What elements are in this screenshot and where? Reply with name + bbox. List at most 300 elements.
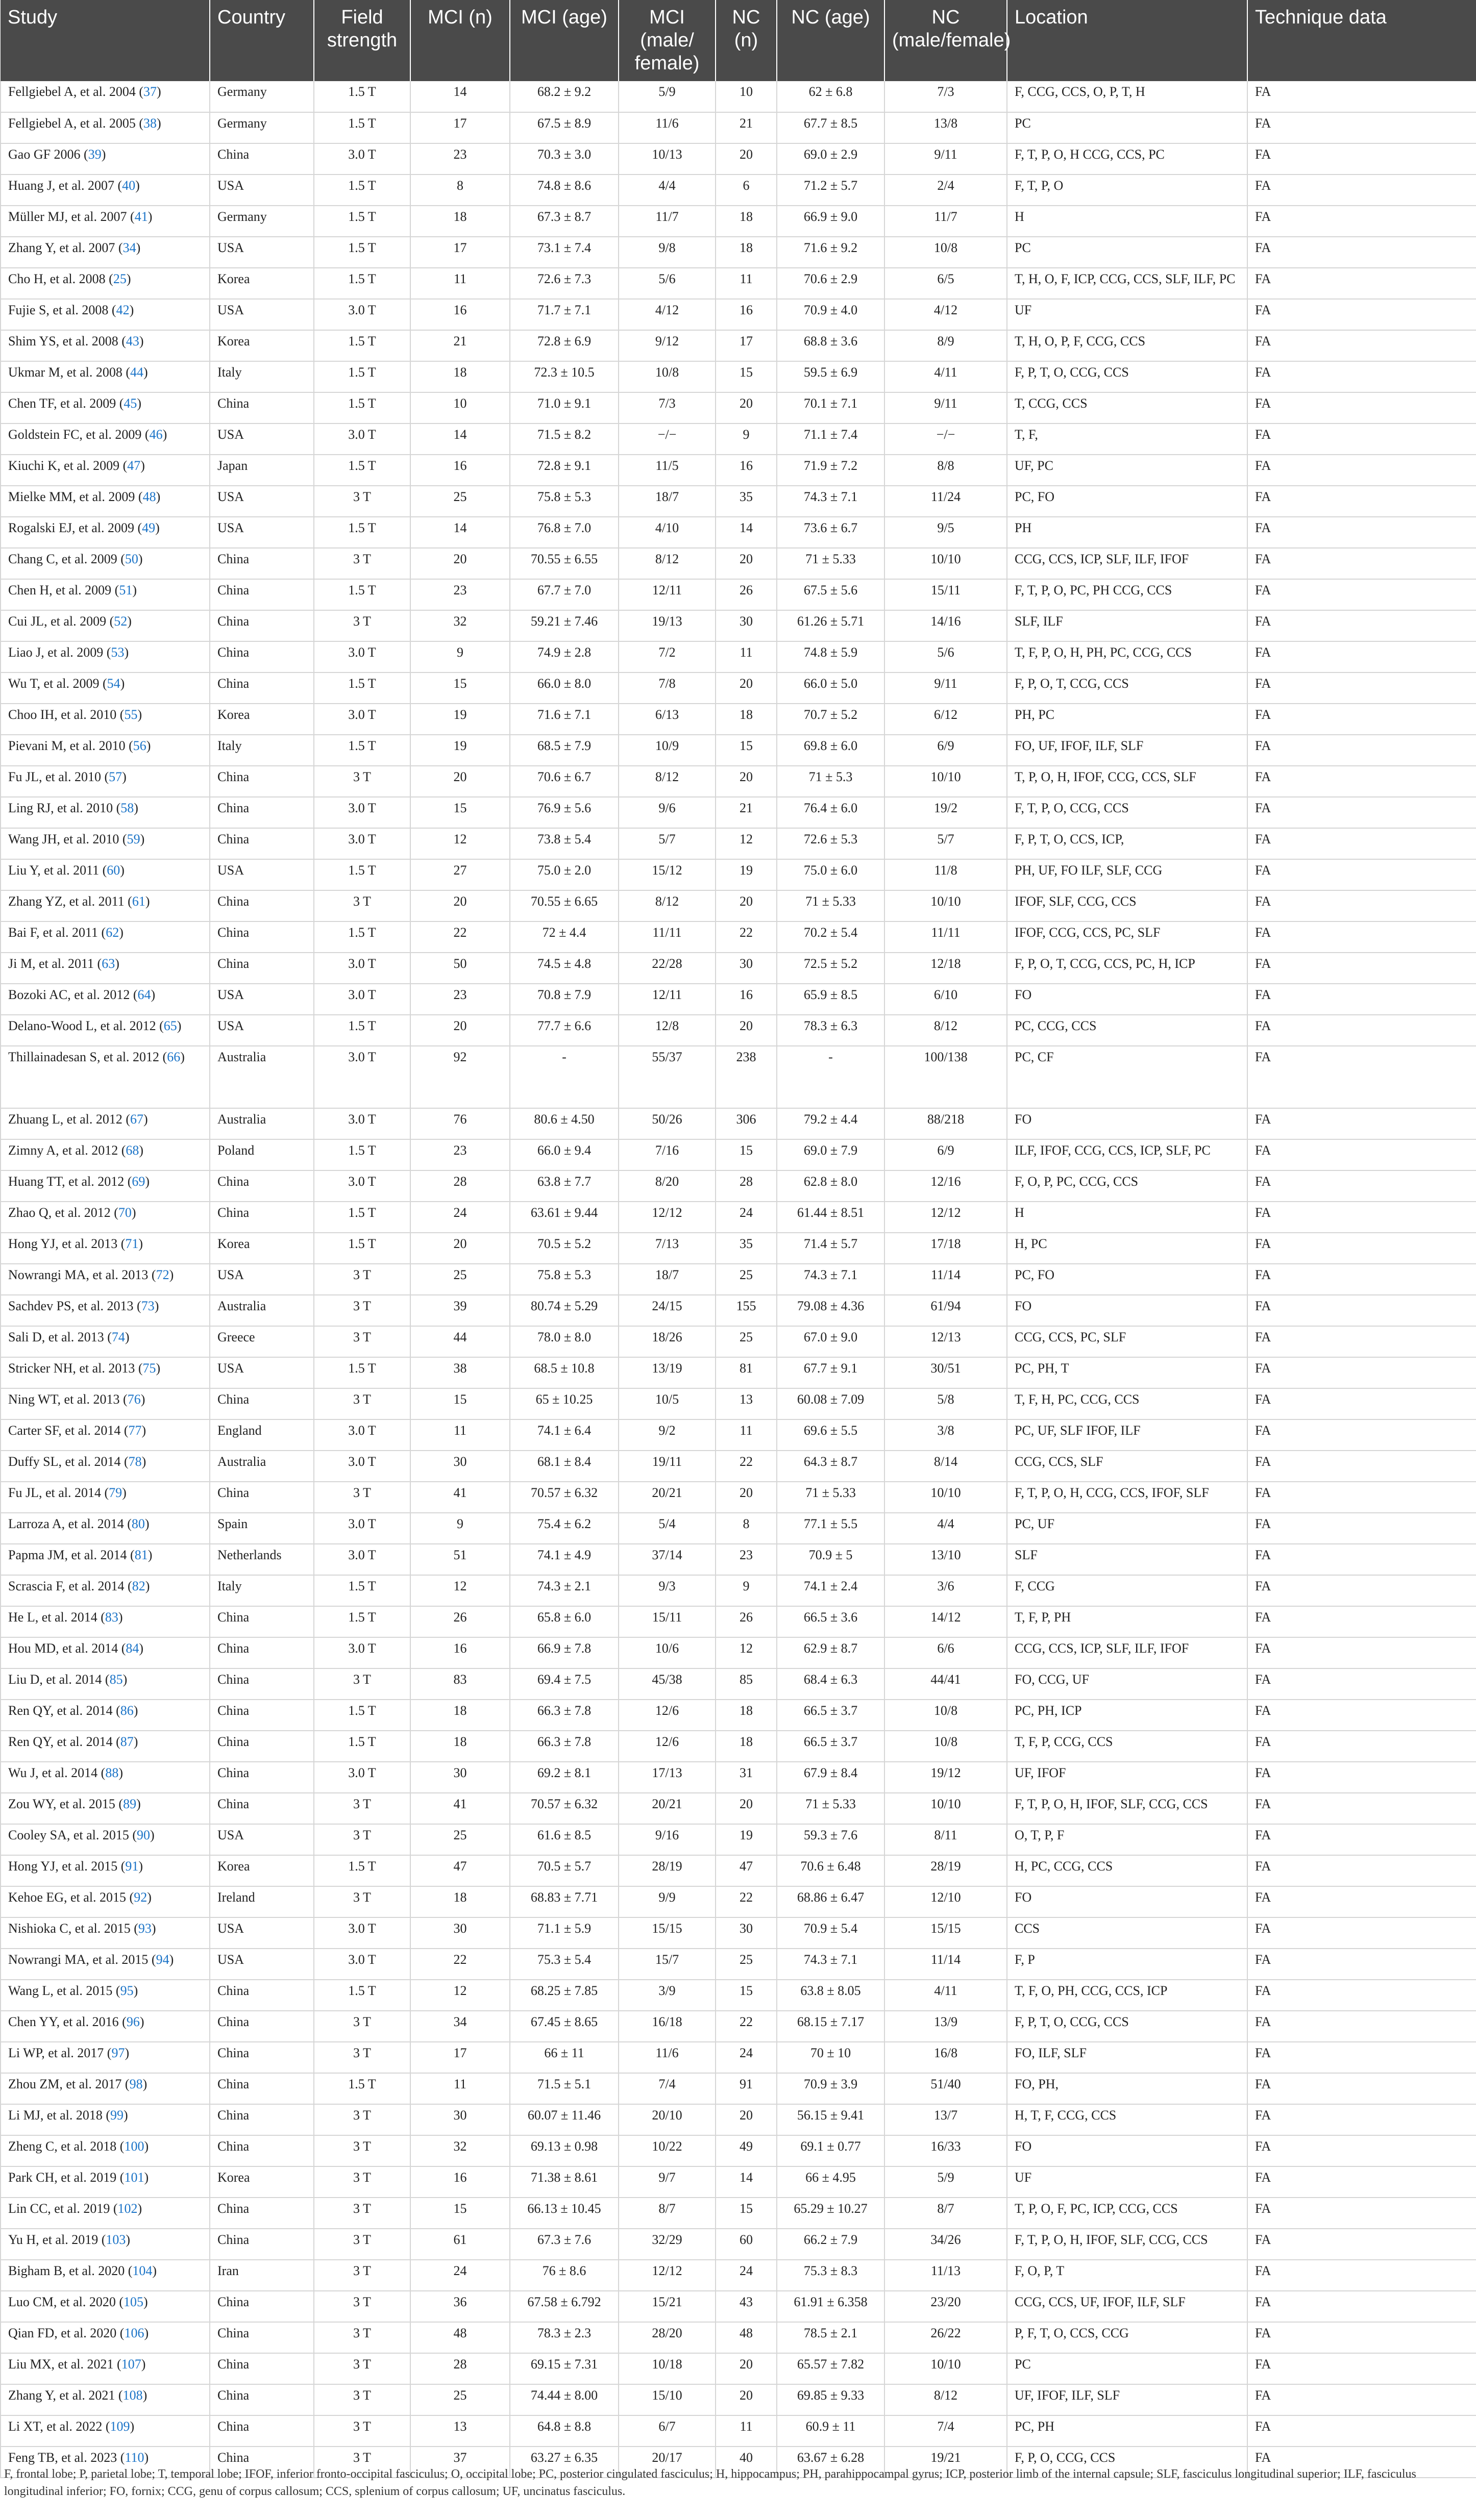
reference-link[interactable]: 107 — [121, 2357, 141, 2372]
study-cell — [1, 1544, 210, 1575]
reference-link[interactable]: 59 — [127, 832, 140, 846]
location-cell: PC, CF — [1007, 1046, 1247, 1108]
study-name: Ling RJ, et al. 2010 ( — [8, 801, 121, 815]
reference-link[interactable]: 47 — [127, 458, 141, 473]
mci-age-cell: 67.58 ± 6.792 — [510, 2291, 619, 2322]
nc-sex-cell: 10/10 — [884, 766, 1007, 797]
study-name: Hong YJ, et al. 2015 ( — [8, 1859, 126, 1874]
mci-age-cell: 72.8 ± 6.9 — [510, 330, 619, 361]
table-row — [1, 797, 1476, 828]
nc-age-cell: 61.44 ± 8.51 — [777, 1202, 884, 1233]
nc-age-cell: 69.6 ± 5.5 — [777, 1419, 884, 1451]
location-cell: IFOF, CCG, CCS, PC, SLF — [1007, 921, 1247, 953]
study-name: Liu Y, et al. 2011 ( — [8, 863, 107, 878]
table-row — [1, 1451, 1476, 1482]
country-cell: USA — [210, 984, 314, 1015]
country-cell: China — [210, 672, 314, 704]
location-cell: IFOF, SLF, CCG, CCS — [1007, 890, 1247, 921]
nc-n-cell: 16 — [716, 299, 777, 330]
reference-link[interactable]: 60 — [107, 863, 120, 878]
reference-link[interactable]: 62 — [106, 925, 119, 940]
nc-n-cell: 18 — [716, 704, 777, 735]
country-cell: England — [210, 1419, 314, 1451]
reference-link[interactable]: 66 — [167, 1050, 181, 1064]
reference-link[interactable]: 63 — [102, 956, 115, 971]
mci-sex-cell: 12/11 — [619, 579, 716, 610]
study-cell — [1, 2073, 210, 2104]
table-row — [1, 1855, 1476, 1886]
study-cell — [1, 2011, 210, 2042]
nc-sex-cell: 8/12 — [884, 2384, 1007, 2415]
technique-cell: FA — [1247, 1202, 1476, 1233]
nc-sex-cell: −/− — [884, 423, 1007, 455]
study-cell — [1, 921, 210, 953]
nc-sex-cell: 44/41 — [884, 1668, 1007, 1700]
table-row — [1, 81, 1476, 112]
mci-n-cell: 19 — [410, 735, 510, 766]
reference-link[interactable]: 68 — [126, 1143, 139, 1158]
country-cell: Australia — [210, 1108, 314, 1139]
reference-link[interactable]: 80 — [131, 1516, 145, 1531]
reference-link[interactable]: 45 — [124, 396, 137, 411]
reference-link[interactable]: 69 — [132, 1174, 145, 1189]
country-cell: USA — [210, 1015, 314, 1046]
field-strength-cell: 3 T — [314, 2198, 410, 2229]
technique-cell: FA — [1247, 517, 1476, 548]
nc-sex-cell: 88/218 — [884, 1108, 1007, 1139]
reference-link[interactable]: 48 — [142, 489, 156, 504]
technique-cell: FA — [1247, 2198, 1476, 2229]
study-name: Fu JL, et al. 2010 ( — [8, 769, 109, 784]
study-close-paren: ) — [151, 987, 156, 1002]
reference-link[interactable]: 98 — [129, 2077, 143, 2091]
mci-n-cell: 16 — [410, 455, 510, 486]
nc-n-cell: 22 — [716, 1886, 777, 1917]
reference-link[interactable]: 49 — [142, 520, 156, 535]
nc-n-cell: 15 — [716, 2198, 777, 2229]
mci-age-cell: 72 ± 4.4 — [510, 921, 619, 953]
mci-sex-cell: 8/12 — [619, 890, 716, 921]
mci-sex-cell: 4/4 — [619, 174, 716, 206]
technique-cell: FA — [1247, 81, 1476, 112]
study-name: Park CH, et al. 2019 ( — [8, 2170, 125, 2185]
reference-link[interactable]: 102 — [117, 2201, 138, 2216]
reference-link[interactable]: 88 — [105, 1765, 119, 1780]
mci-age-cell: 66.3 ± 7.8 — [510, 1700, 619, 1731]
reference-link[interactable]: 52 — [114, 614, 128, 629]
location-cell: F, T, P, O, H, IFOF, SLF, CCG, CCS — [1007, 2229, 1247, 2260]
location-cell: O, T, P, F — [1007, 1824, 1247, 1855]
location-cell: PC, FO — [1007, 1264, 1247, 1295]
technique-cell: FA — [1247, 2415, 1476, 2447]
study-name: Fellgiebel A, et al. 2004 ( — [8, 84, 144, 99]
table-row — [1, 1202, 1476, 1233]
table-row — [1, 2322, 1476, 2353]
reference-link[interactable]: 39 — [88, 147, 102, 162]
study-cell — [1, 1482, 210, 1513]
field-strength-cell: 3.0 T — [314, 1949, 410, 1980]
reference-link[interactable]: 106 — [124, 2326, 144, 2340]
nc-n-cell: 20 — [716, 890, 777, 921]
reference-link[interactable]: 94 — [156, 1952, 169, 1967]
country-cell: Korea — [210, 1855, 314, 1886]
reference-link[interactable]: 76 — [127, 1392, 141, 1407]
reference-link[interactable]: 38 — [143, 116, 157, 131]
mci-n-cell: 50 — [410, 953, 510, 984]
study-cell — [1, 1046, 210, 1108]
study-cell — [1, 112, 210, 143]
study-close-paren: ) — [157, 84, 161, 99]
reference-link[interactable]: 89 — [123, 1797, 137, 1811]
header-mci-age: MCI (age) — [510, 0, 619, 81]
nc-sex-cell: 14/12 — [884, 1606, 1007, 1637]
country-cell: China — [210, 2384, 314, 2415]
header-nc-n: NC (n) — [716, 0, 777, 81]
reference-link[interactable]: 103 — [106, 2232, 126, 2247]
study-cell — [1, 1513, 210, 1544]
reference-link[interactable]: 91 — [125, 1859, 139, 1874]
reference-link[interactable]: 105 — [124, 2294, 144, 2309]
mci-age-cell: 67.45 ± 8.65 — [510, 2011, 619, 2042]
nc-sex-cell: 26/22 — [884, 2322, 1007, 2353]
location-cell: PC — [1007, 2353, 1247, 2384]
study-cell — [1, 330, 210, 361]
study-name: Sali D, et al. 2013 ( — [8, 1330, 112, 1344]
mci-sex-cell: 9/6 — [619, 797, 716, 828]
reference-link[interactable]: 58 — [120, 801, 134, 815]
reference-link[interactable]: 56 — [133, 738, 146, 753]
reference-link[interactable]: 77 — [128, 1423, 142, 1438]
study-cell — [1, 672, 210, 704]
mci-sex-cell: 8/20 — [619, 1170, 716, 1202]
study-close-paren: ) — [142, 2388, 147, 2403]
field-strength-cell: 3 T — [314, 2042, 410, 2073]
field-strength-cell: 1.5 T — [314, 112, 410, 143]
nc-sex-cell: 4/4 — [884, 1513, 1007, 1544]
technique-cell: FA — [1247, 486, 1476, 517]
nc-age-cell: 71.4 ± 5.7 — [777, 1233, 884, 1264]
technique-cell: FA — [1247, 361, 1476, 392]
mci-n-cell: 27 — [410, 859, 510, 890]
nc-sex-cell: 4/12 — [884, 299, 1007, 330]
country-cell: USA — [210, 1357, 314, 1388]
mci-n-cell: 22 — [410, 921, 510, 953]
nc-age-cell: 70.2 ± 5.4 — [777, 921, 884, 953]
nc-sex-cell: 5/6 — [884, 641, 1007, 672]
mci-sex-cell: 20/21 — [619, 1482, 716, 1513]
study-name: Zimny A, et al. 2012 ( — [8, 1143, 126, 1158]
reference-link[interactable]: 96 — [126, 2014, 140, 2029]
table-row — [1, 2384, 1476, 2415]
reference-link[interactable]: 46 — [149, 427, 163, 442]
mci-age-cell: 71.0 ± 9.1 — [510, 392, 619, 423]
nc-n-cell: 35 — [716, 486, 777, 517]
reference-link[interactable]: 37 — [143, 84, 157, 99]
field-strength-cell: 1.5 T — [314, 1202, 410, 1233]
nc-n-cell: 238 — [716, 1046, 777, 1108]
nc-age-cell: 66.5 ± 3.6 — [777, 1606, 884, 1637]
country-cell: Spain — [210, 1513, 314, 1544]
reference-link[interactable]: 78 — [128, 1454, 142, 1469]
reference-link[interactable]: 71 — [125, 1236, 139, 1251]
location-cell: PC, CCG, CCS — [1007, 1015, 1247, 1046]
country-cell: Korea — [210, 704, 314, 735]
reference-link[interactable]: 55 — [124, 707, 138, 722]
location-cell: PC, UF, SLF IFOF, ILF — [1007, 1419, 1247, 1451]
reference-link[interactable]: 51 — [119, 583, 133, 597]
reference-link[interactable]: 40 — [122, 178, 136, 193]
study-close-paren: ) — [140, 458, 145, 473]
field-strength-cell: 3 T — [314, 610, 410, 641]
nc-n-cell: 15 — [716, 735, 777, 766]
table-row — [1, 2353, 1476, 2384]
mci-age-cell: 72.6 ± 7.3 — [510, 268, 619, 299]
country-cell: China — [210, 1980, 314, 2011]
reference-link[interactable]: 90 — [137, 1828, 151, 1842]
nc-age-cell: 66 ± 4.95 — [777, 2166, 884, 2198]
reference-link[interactable]: 44 — [130, 365, 144, 380]
study-close-paren: ) — [115, 956, 119, 971]
location-cell: CCS — [1007, 1917, 1247, 1949]
study-close-paren: ) — [130, 2419, 135, 2434]
nc-age-cell: 75.0 ± 6.0 — [777, 859, 884, 890]
nc-sex-cell: 51/40 — [884, 2073, 1007, 2104]
nc-n-cell: 15 — [716, 361, 777, 392]
reference-link[interactable]: 42 — [116, 303, 130, 317]
mci-sex-cell: 9/7 — [619, 2166, 716, 2198]
technique-cell: FA — [1247, 766, 1476, 797]
field-strength-cell: 1.5 T — [314, 2073, 410, 2104]
reference-link[interactable]: 85 — [109, 1672, 123, 1687]
location-cell: P, F, T, O, CCS, CCG — [1007, 2322, 1247, 2353]
reference-link[interactable]: 109 — [110, 2419, 130, 2434]
field-strength-cell: 3.0 T — [314, 984, 410, 1015]
study-cell — [1, 984, 210, 1015]
nc-age-cell: 66.5 ± 3.7 — [777, 1731, 884, 1762]
study-close-paren: ) — [137, 707, 142, 722]
study-close-paren: ) — [180, 1050, 185, 1064]
technique-cell: FA — [1247, 1326, 1476, 1357]
location-cell: F, O, P, PC, CCG, CCS — [1007, 1170, 1247, 1202]
technique-cell: FA — [1247, 2353, 1476, 2384]
nc-age-cell: 70.9 ± 4.0 — [777, 299, 884, 330]
field-strength-cell: 1.5 T — [314, 1731, 410, 1762]
country-cell: Netherlands — [210, 1544, 314, 1575]
study-cell — [1, 2135, 210, 2166]
field-strength-cell: 3 T — [314, 2353, 410, 2384]
reference-link[interactable]: 82 — [132, 1579, 145, 1593]
reference-link[interactable]: 74 — [111, 1330, 125, 1344]
nc-sex-cell: 8/12 — [884, 1015, 1007, 1046]
reference-link[interactable]: 108 — [122, 2388, 143, 2403]
nc-sex-cell: 23/20 — [884, 2291, 1007, 2322]
study-name: Nowrangi MA, et al. 2015 ( — [8, 1952, 156, 1967]
study-cell — [1, 953, 210, 984]
reference-link[interactable]: 65 — [163, 1018, 177, 1033]
reference-link[interactable]: 92 — [134, 1890, 147, 1905]
field-strength-cell: 3.0 T — [314, 1544, 410, 1575]
nc-sex-cell: 15/11 — [884, 579, 1007, 610]
field-strength-cell: 3 T — [314, 1824, 410, 1855]
technique-cell: FA — [1247, 1046, 1476, 1108]
study-name: Ning WT, et al. 2013 ( — [8, 1392, 128, 1407]
reference-link[interactable]: 100 — [124, 2139, 144, 2154]
reference-link[interactable]: 64 — [137, 987, 151, 1002]
technique-cell: FA — [1247, 921, 1476, 953]
field-strength-cell: 3.0 T — [314, 1046, 410, 1108]
reference-link[interactable]: 54 — [107, 676, 120, 691]
study-name: Kiuchi K, et al. 2009 ( — [8, 458, 128, 473]
location-cell: H — [1007, 1202, 1247, 1233]
nc-n-cell: 30 — [716, 953, 777, 984]
reference-link[interactable]: 50 — [125, 552, 138, 566]
reference-link[interactable]: 87 — [120, 1734, 134, 1749]
country-cell: China — [210, 2291, 314, 2322]
nc-n-cell: 19 — [716, 859, 777, 890]
study-name: Fu JL, et al. 2014 ( — [8, 1485, 109, 1500]
reference-link[interactable]: 81 — [134, 1548, 148, 1562]
country-cell: China — [210, 143, 314, 174]
nc-n-cell: 17 — [716, 330, 777, 361]
nc-sex-cell: 12/10 — [884, 1886, 1007, 1917]
field-strength-cell: 3.0 T — [314, 299, 410, 330]
reference-link[interactable]: 57 — [109, 769, 122, 784]
study-cell — [1, 517, 210, 548]
technique-cell: FA — [1247, 1388, 1476, 1419]
study-name: Zhang Y, et al. 2021 ( — [8, 2388, 123, 2403]
nc-age-cell: 68.86 ± 6.47 — [777, 1886, 884, 1917]
table-row — [1, 953, 1476, 984]
study-cell — [1, 392, 210, 423]
country-cell: China — [210, 392, 314, 423]
reference-link[interactable]: 95 — [120, 1983, 134, 1998]
study-close-paren: ) — [144, 2170, 149, 2185]
study-cell — [1, 2260, 210, 2291]
mci-age-cell: 59.21 ± 7.46 — [510, 610, 619, 641]
study-cell — [1, 268, 210, 299]
mci-age-cell: 74.1 ± 6.4 — [510, 1419, 619, 1451]
study-cell — [1, 1606, 210, 1637]
mci-age-cell: 67.3 ± 7.6 — [510, 2229, 619, 2260]
nc-sex-cell: 12/13 — [884, 1326, 1007, 1357]
technique-cell: FA — [1247, 1700, 1476, 1731]
study-close-paren: ) — [139, 1143, 144, 1158]
table-row — [1, 2135, 1476, 2166]
reference-link[interactable]: 70 — [118, 1205, 132, 1220]
reference-link[interactable]: 43 — [126, 334, 139, 348]
study-cell — [1, 1824, 210, 1855]
technique-cell: FA — [1247, 2042, 1476, 2073]
mci-age-cell: 70.55 ± 6.65 — [510, 890, 619, 921]
country-cell: USA — [210, 517, 314, 548]
reference-link[interactable]: 104 — [132, 2263, 153, 2278]
reference-link[interactable]: 53 — [111, 645, 125, 660]
nc-age-cell: 70.6 ± 6.48 — [777, 1855, 884, 1886]
header-field-strength: Field strength — [314, 0, 410, 81]
nc-sex-cell: 7/4 — [884, 2415, 1007, 2447]
reference-link[interactable]: 75 — [142, 1361, 156, 1376]
nc-n-cell: 16 — [716, 455, 777, 486]
reference-link[interactable]: 25 — [113, 271, 127, 286]
mci-n-cell: 12 — [410, 1575, 510, 1606]
nc-age-cell: 71 ± 5.33 — [777, 1793, 884, 1824]
reference-link[interactable]: 73 — [141, 1299, 155, 1313]
header-technique: Technique data — [1247, 0, 1476, 81]
study-name: Li WP, et al. 2017 ( — [8, 2045, 112, 2060]
mci-sex-cell: 4/12 — [619, 299, 716, 330]
table-row — [1, 299, 1476, 330]
mci-sex-cell: 7/3 — [619, 392, 716, 423]
study-cell — [1, 237, 210, 268]
mci-age-cell: 69.4 ± 7.5 — [510, 1668, 619, 1700]
nc-age-cell: 62 ± 6.8 — [777, 81, 884, 112]
field-strength-cell: 3 T — [314, 2229, 410, 2260]
country-cell: USA — [210, 174, 314, 206]
study-cell — [1, 486, 210, 517]
reference-link[interactable]: 97 — [111, 2045, 125, 2060]
nc-age-cell: - — [777, 1046, 884, 1108]
nc-age-cell: 65.9 ± 8.5 — [777, 984, 884, 1015]
study-close-paren: ) — [124, 645, 129, 660]
mci-sex-cell: 7/4 — [619, 2073, 716, 2104]
reference-link[interactable]: 110 — [125, 2450, 144, 2465]
table-row — [1, 1793, 1476, 1824]
study-close-paren: ) — [136, 240, 141, 255]
nc-age-cell: 70.6 ± 2.9 — [777, 268, 884, 299]
location-cell: CCG, CCS, SLF — [1007, 1451, 1247, 1482]
reference-link[interactable]: 67 — [130, 1112, 143, 1127]
mci-age-cell: 69.2 ± 8.1 — [510, 1762, 619, 1793]
reference-link[interactable]: 101 — [124, 2170, 144, 2185]
nc-n-cell: 49 — [716, 2135, 777, 2166]
location-cell: F, T, P, O, H CCG, CCS, PC — [1007, 143, 1247, 174]
field-strength-cell: 3 T — [314, 2291, 410, 2322]
reference-link[interactable]: 61 — [132, 894, 145, 909]
reference-link[interactable]: 72 — [156, 1267, 169, 1282]
study-cell — [1, 2322, 210, 2353]
study-name: Nowrangi MA, et al. 2013 ( — [8, 1267, 156, 1282]
country-cell: Italy — [210, 361, 314, 392]
mci-age-cell: 67.7 ± 7.0 — [510, 579, 619, 610]
field-strength-cell: 3 T — [314, 548, 410, 579]
reference-link[interactable]: 34 — [122, 240, 136, 255]
mci-age-cell: 60.07 ± 11.46 — [510, 2104, 619, 2135]
reference-link[interactable]: 79 — [109, 1485, 122, 1500]
table-row — [1, 1980, 1476, 2011]
reference-link[interactable]: 83 — [105, 1610, 118, 1625]
mci-sex-cell: 15/21 — [619, 2291, 716, 2322]
reference-link[interactable]: 41 — [134, 209, 148, 224]
table-row — [1, 1700, 1476, 1731]
technique-cell: FA — [1247, 2104, 1476, 2135]
nc-age-cell: 75.3 ± 8.3 — [777, 2260, 884, 2291]
reference-link[interactable]: 84 — [126, 1641, 139, 1656]
nc-age-cell: 70.9 ± 3.9 — [777, 2073, 884, 2104]
reference-link[interactable]: 86 — [120, 1703, 134, 1718]
reference-link[interactable]: 93 — [138, 1921, 152, 1936]
header-country: Country — [210, 0, 314, 81]
technique-cell: FA — [1247, 174, 1476, 206]
study-cell — [1, 455, 210, 486]
mci-n-cell: 20 — [410, 1015, 510, 1046]
mci-n-cell: 37 — [410, 2447, 510, 2478]
nc-n-cell: 9 — [716, 1575, 777, 1606]
mci-age-cell: 68.5 ± 10.8 — [510, 1357, 619, 1388]
mci-age-cell: 73.8 ± 5.4 — [510, 828, 619, 859]
table-row — [1, 143, 1476, 174]
table-row — [1, 517, 1476, 548]
reference-link[interactable]: 99 — [110, 2108, 124, 2123]
